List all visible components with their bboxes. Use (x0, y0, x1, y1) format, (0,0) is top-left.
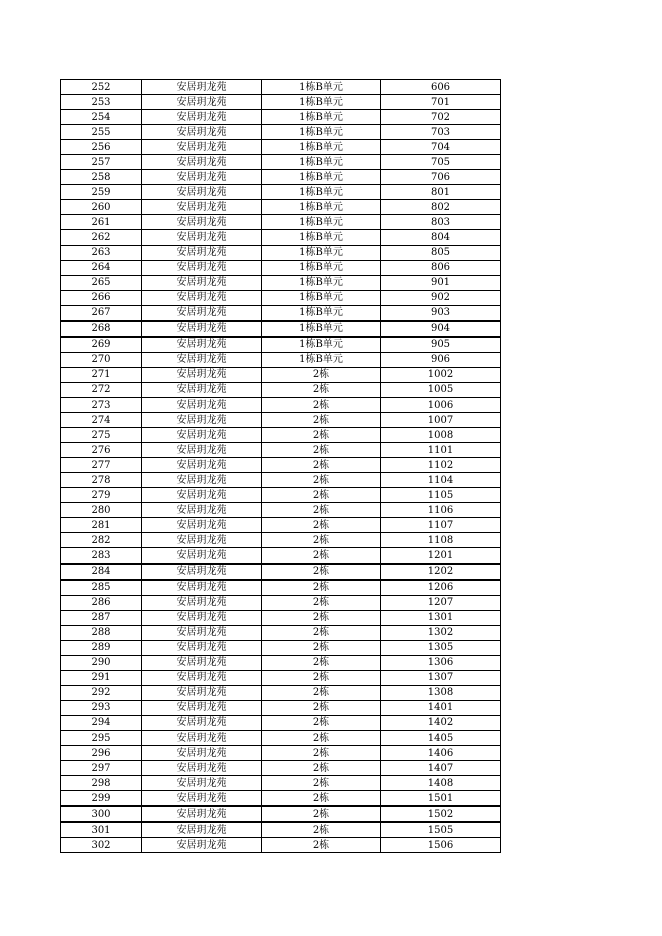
table-row (61, 230, 501, 245)
cell-room[interactable]: 904 (381, 321, 501, 337)
cell-number[interactable]: 264 (61, 260, 142, 275)
table-row (61, 443, 501, 458)
table-row (61, 746, 501, 761)
cell-number[interactable]: 290 (61, 655, 142, 670)
cell-room[interactable]: 1002 (381, 367, 501, 382)
table-row (61, 337, 501, 353)
cell-number[interactable]: 272 (61, 382, 142, 397)
cell-estate[interactable]: 安居玥龙苑 (142, 488, 262, 503)
cell-building[interactable]: 2栋 (262, 670, 381, 685)
table-row (61, 458, 501, 473)
table-row (61, 670, 501, 685)
cell-estate[interactable]: 安居玥龙苑 (142, 458, 262, 473)
cell-number[interactable]: 265 (61, 275, 142, 290)
cell-building[interactable]: 1栋B单元 (262, 230, 381, 245)
cell-number[interactable]: 293 (61, 700, 142, 715)
cell-number[interactable]: 276 (61, 443, 142, 458)
table-row (61, 413, 501, 428)
table-row (61, 685, 501, 700)
cell-building[interactable]: 2栋 (262, 685, 381, 700)
table-row (61, 776, 501, 791)
cell-estate[interactable]: 安居玥龙苑 (142, 715, 262, 730)
cell-number[interactable]: 260 (61, 200, 142, 215)
cell-number[interactable]: 298 (61, 776, 142, 791)
cell-number[interactable]: 282 (61, 533, 142, 548)
cell-building[interactable]: 2栋 (262, 731, 381, 746)
cell-room[interactable]: 1308 (381, 685, 501, 700)
cell-building[interactable]: 2栋 (262, 564, 381, 580)
cell-room[interactable]: 905 (381, 337, 501, 353)
cell-building[interactable]: 2栋 (262, 791, 381, 807)
cell-building[interactable]: 2栋 (262, 640, 381, 655)
table-row (61, 700, 501, 715)
cell-estate[interactable]: 安居玥龙苑 (142, 305, 262, 321)
cell-number[interactable]: 294 (61, 715, 142, 730)
table-row (61, 595, 501, 610)
cell-building[interactable]: 2栋 (262, 715, 381, 730)
cell-building[interactable]: 2栋 (262, 518, 381, 533)
cell-estate[interactable]: 安居玥龙苑 (142, 533, 262, 548)
cell-building[interactable]: 1栋B单元 (262, 290, 381, 305)
cell-building[interactable]: 2栋 (262, 822, 381, 838)
table-row (61, 95, 501, 110)
table-row (61, 245, 501, 260)
cell-room[interactable]: 1107 (381, 518, 501, 533)
cell-room[interactable]: 903 (381, 305, 501, 321)
cell-estate[interactable]: 安居玥龙苑 (142, 580, 262, 596)
cell-estate[interactable]: 安居玥龙苑 (142, 443, 262, 458)
cell-room[interactable]: 801 (381, 185, 501, 200)
cell-building[interactable]: 1栋B单元 (262, 260, 381, 275)
cell-room[interactable]: 1406 (381, 746, 501, 761)
cell-room[interactable]: 1005 (381, 382, 501, 397)
cell-room[interactable]: 803 (381, 215, 501, 230)
table-row (61, 473, 501, 488)
cell-number[interactable]: 275 (61, 428, 142, 443)
cell-estate[interactable]: 安居玥龙苑 (142, 321, 262, 337)
cell-estate[interactable]: 安居玥龙苑 (142, 700, 262, 715)
table-row (61, 305, 501, 321)
cell-number[interactable]: 267 (61, 305, 142, 321)
cell-estate[interactable]: 安居玥龙苑 (142, 685, 262, 700)
cell-building[interactable]: 2栋 (262, 428, 381, 443)
cell-room[interactable]: 1401 (381, 700, 501, 715)
cell-room[interactable]: 1301 (381, 610, 501, 625)
cell-estate[interactable]: 安居玥龙苑 (142, 655, 262, 670)
cell-number[interactable]: 278 (61, 473, 142, 488)
table-row (61, 564, 501, 580)
cell-estate[interactable]: 安居玥龙苑 (142, 200, 262, 215)
cell-number[interactable]: 256 (61, 140, 142, 155)
table-row (61, 822, 501, 838)
cell-number[interactable]: 292 (61, 685, 142, 700)
cell-number[interactable]: 277 (61, 458, 142, 473)
cell-number[interactable]: 297 (61, 761, 142, 776)
cell-room[interactable]: 1306 (381, 655, 501, 670)
cell-number[interactable]: 262 (61, 230, 142, 245)
cell-building[interactable]: 2栋 (262, 443, 381, 458)
cell-number[interactable]: 283 (61, 548, 142, 564)
cell-number[interactable]: 279 (61, 488, 142, 503)
table-row (61, 140, 501, 155)
cell-estate[interactable]: 安居玥龙苑 (142, 367, 262, 382)
cell-room[interactable]: 703 (381, 125, 501, 140)
table-row (61, 290, 501, 305)
cell-number[interactable]: 255 (61, 125, 142, 140)
cell-room[interactable]: 705 (381, 155, 501, 170)
cell-estate[interactable]: 安居玥龙苑 (142, 838, 262, 853)
cell-number[interactable]: 281 (61, 518, 142, 533)
table-row (61, 80, 501, 95)
cell-number[interactable]: 270 (61, 352, 142, 367)
cell-estate[interactable]: 安居玥龙苑 (142, 215, 262, 230)
cell-estate[interactable]: 安居玥龙苑 (142, 110, 262, 125)
cell-building[interactable]: 2栋 (262, 488, 381, 503)
cell-building[interactable]: 2栋 (262, 655, 381, 670)
table-row (61, 275, 501, 290)
cell-room[interactable]: 1008 (381, 428, 501, 443)
cell-estate[interactable]: 安居玥龙苑 (142, 352, 262, 367)
cell-room[interactable]: 1105 (381, 488, 501, 503)
cell-room[interactable]: 1106 (381, 503, 501, 518)
cell-number[interactable]: 271 (61, 367, 142, 382)
cell-room[interactable]: 1405 (381, 731, 501, 746)
cell-room[interactable]: 1501 (381, 791, 501, 807)
cell-building[interactable]: 2栋 (262, 458, 381, 473)
cell-estate[interactable]: 安居玥龙苑 (142, 185, 262, 200)
cell-building[interactable]: 1栋B单元 (262, 125, 381, 140)
table-row (61, 185, 501, 200)
cell-estate[interactable]: 安居玥龙苑 (142, 625, 262, 640)
cell-building[interactable]: 2栋 (262, 382, 381, 397)
cell-building[interactable]: 1栋B单元 (262, 352, 381, 367)
cell-estate[interactable]: 安居玥龙苑 (142, 806, 262, 822)
cell-number[interactable]: 299 (61, 791, 142, 807)
cell-number[interactable]: 253 (61, 95, 142, 110)
cell-number[interactable]: 280 (61, 503, 142, 518)
cell-number[interactable]: 288 (61, 625, 142, 640)
table-row (61, 260, 501, 275)
cell-building[interactable]: 1栋B单元 (262, 95, 381, 110)
table-row (61, 503, 501, 518)
table-row (61, 397, 501, 412)
cell-number[interactable]: 268 (61, 321, 142, 337)
cell-building[interactable]: 1栋B单元 (262, 245, 381, 260)
cell-building[interactable]: 1栋B单元 (262, 80, 381, 95)
table-row (61, 610, 501, 625)
cell-number[interactable]: 263 (61, 245, 142, 260)
cell-number[interactable]: 286 (61, 595, 142, 610)
cell-building[interactable]: 2栋 (262, 838, 381, 853)
cell-room[interactable]: 805 (381, 245, 501, 260)
cell-building[interactable]: 1栋B单元 (262, 215, 381, 230)
cell-room[interactable]: 1108 (381, 533, 501, 548)
table-row (61, 352, 501, 367)
cell-estate[interactable]: 安居玥龙苑 (142, 640, 262, 655)
cell-number[interactable]: 300 (61, 806, 142, 822)
cell-room[interactable]: 902 (381, 290, 501, 305)
cell-number[interactable]: 261 (61, 215, 142, 230)
cell-number[interactable]: 295 (61, 731, 142, 746)
cell-estate[interactable]: 安居玥龙苑 (142, 776, 262, 791)
cell-number[interactable]: 252 (61, 80, 142, 95)
cell-building[interactable]: 1栋B单元 (262, 321, 381, 337)
table-row (61, 715, 501, 730)
cell-building[interactable]: 1栋B单元 (262, 305, 381, 321)
cell-estate[interactable]: 安居玥龙苑 (142, 791, 262, 807)
cell-estate[interactable]: 安居玥龙苑 (142, 503, 262, 518)
cell-room[interactable]: 1408 (381, 776, 501, 791)
cell-room[interactable]: 1104 (381, 473, 501, 488)
table-row (61, 625, 501, 640)
cell-room[interactable]: 1402 (381, 715, 501, 730)
table-row (61, 321, 501, 337)
cell-room[interactable]: 1201 (381, 548, 501, 564)
cell-estate[interactable]: 安居玥龙苑 (142, 170, 262, 185)
cell-building[interactable]: 2栋 (262, 580, 381, 596)
cell-room[interactable]: 1101 (381, 443, 501, 458)
table-row (61, 428, 501, 443)
cell-estate[interactable]: 安居玥龙苑 (142, 595, 262, 610)
cell-room[interactable]: 1502 (381, 806, 501, 822)
cell-building[interactable]: 2栋 (262, 700, 381, 715)
cell-room[interactable]: 1007 (381, 413, 501, 428)
cell-building[interactable]: 2栋 (262, 473, 381, 488)
cell-room[interactable]: 1202 (381, 564, 501, 580)
table-row (61, 791, 501, 807)
table-row (61, 548, 501, 564)
table-body (61, 80, 501, 853)
cell-estate[interactable]: 安居玥龙苑 (142, 761, 262, 776)
cell-estate[interactable]: 安居玥龙苑 (142, 548, 262, 564)
table-row (61, 110, 501, 125)
cell-number[interactable]: 284 (61, 564, 142, 580)
cell-building[interactable]: 2栋 (262, 776, 381, 791)
table-row (61, 215, 501, 230)
cell-room[interactable]: 804 (381, 230, 501, 245)
table-row (61, 838, 501, 853)
table-row (61, 806, 501, 822)
cell-number[interactable]: 273 (61, 397, 142, 412)
cell-number[interactable]: 302 (61, 838, 142, 853)
cell-building[interactable]: 2栋 (262, 413, 381, 428)
cell-estate[interactable]: 安居玥龙苑 (142, 245, 262, 260)
cell-room[interactable]: 1505 (381, 822, 501, 838)
cell-building[interactable]: 2栋 (262, 746, 381, 761)
cell-building[interactable]: 2栋 (262, 625, 381, 640)
table-row (61, 533, 501, 548)
cell-room[interactable]: 806 (381, 260, 501, 275)
cell-number[interactable]: 259 (61, 185, 142, 200)
table-row (61, 488, 501, 503)
cell-building[interactable]: 2栋 (262, 610, 381, 625)
table-row (61, 580, 501, 596)
cell-building[interactable]: 2栋 (262, 533, 381, 548)
cell-estate[interactable]: 安居玥龙苑 (142, 95, 262, 110)
table-row (61, 382, 501, 397)
table-row (61, 125, 501, 140)
cell-estate[interactable]: 安居玥龙苑 (142, 290, 262, 305)
cell-building[interactable]: 1栋B单元 (262, 200, 381, 215)
table-row (61, 367, 501, 382)
cell-estate[interactable]: 安居玥龙苑 (142, 610, 262, 625)
cell-room[interactable]: 702 (381, 110, 501, 125)
cell-estate[interactable]: 安居玥龙苑 (142, 140, 262, 155)
cell-estate[interactable]: 安居玥龙苑 (142, 125, 262, 140)
housing-table (60, 79, 501, 853)
table-row (61, 655, 501, 670)
cell-room[interactable]: 1305 (381, 640, 501, 655)
table-row (61, 155, 501, 170)
cell-building[interactable]: 2栋 (262, 761, 381, 776)
cell-room[interactable]: 802 (381, 200, 501, 215)
cell-building[interactable]: 1栋B单元 (262, 140, 381, 155)
table-row (61, 640, 501, 655)
cell-number[interactable]: 301 (61, 822, 142, 838)
cell-number[interactable]: 257 (61, 155, 142, 170)
cell-estate[interactable]: 安居玥龙苑 (142, 230, 262, 245)
cell-estate[interactable]: 安居玥龙苑 (142, 337, 262, 353)
cell-building[interactable]: 2栋 (262, 503, 381, 518)
cell-building[interactable]: 2栋 (262, 548, 381, 564)
cell-estate[interactable]: 安居玥龙苑 (142, 428, 262, 443)
spreadsheet (60, 79, 501, 853)
cell-estate[interactable]: 安居玥龙苑 (142, 397, 262, 412)
cell-estate[interactable]: 安居玥龙苑 (142, 822, 262, 838)
cell-room[interactable]: 906 (381, 352, 501, 367)
cell-number[interactable]: 266 (61, 290, 142, 305)
cell-estate[interactable]: 安居玥龙苑 (142, 473, 262, 488)
cell-building[interactable]: 2栋 (262, 806, 381, 822)
cell-room[interactable]: 1407 (381, 761, 501, 776)
table-row (61, 170, 501, 185)
cell-building[interactable]: 1栋B单元 (262, 185, 381, 200)
cell-room[interactable]: 1207 (381, 595, 501, 610)
cell-number[interactable]: 285 (61, 580, 142, 596)
table-row (61, 518, 501, 533)
cell-room[interactable]: 1102 (381, 458, 501, 473)
cell-estate[interactable]: 安居玥龙苑 (142, 731, 262, 746)
table-row (61, 200, 501, 215)
cell-building[interactable]: 2栋 (262, 595, 381, 610)
cell-building[interactable]: 1栋B单元 (262, 110, 381, 125)
cell-estate[interactable]: 安居玥龙苑 (142, 746, 262, 761)
cell-estate[interactable]: 安居玥龙苑 (142, 80, 262, 95)
cell-number[interactable]: 258 (61, 170, 142, 185)
cell-number[interactable]: 287 (61, 610, 142, 625)
cell-number[interactable]: 291 (61, 670, 142, 685)
cell-estate[interactable]: 安居玥龙苑 (142, 260, 262, 275)
table-row (61, 761, 501, 776)
cell-building[interactable]: 1栋B单元 (262, 170, 381, 185)
cell-building[interactable]: 2栋 (262, 397, 381, 412)
cell-room[interactable]: 1006 (381, 397, 501, 412)
cell-room[interactable]: 704 (381, 140, 501, 155)
cell-building[interactable]: 1栋B单元 (262, 275, 381, 290)
cell-estate[interactable]: 安居玥龙苑 (142, 670, 262, 685)
cell-estate[interactable]: 安居玥龙苑 (142, 564, 262, 580)
cell-estate[interactable]: 安居玥龙苑 (142, 413, 262, 428)
cell-building[interactable]: 1栋B单元 (262, 337, 381, 353)
cell-room[interactable]: 701 (381, 95, 501, 110)
cell-number[interactable]: 254 (61, 110, 142, 125)
cell-number[interactable]: 274 (61, 413, 142, 428)
cell-room[interactable]: 706 (381, 170, 501, 185)
cell-estate[interactable]: 安居玥龙苑 (142, 382, 262, 397)
cell-room[interactable]: 1307 (381, 670, 501, 685)
cell-number[interactable]: 269 (61, 337, 142, 353)
cell-number[interactable]: 296 (61, 746, 142, 761)
cell-estate[interactable]: 安居玥龙苑 (142, 518, 262, 533)
cell-room[interactable]: 901 (381, 275, 501, 290)
cell-room[interactable]: 606 (381, 80, 501, 95)
cell-room[interactable]: 1206 (381, 580, 501, 596)
cell-building[interactable]: 2栋 (262, 367, 381, 382)
cell-number[interactable]: 289 (61, 640, 142, 655)
cell-building[interactable]: 1栋B单元 (262, 155, 381, 170)
cell-room[interactable]: 1506 (381, 838, 501, 853)
cell-estate[interactable]: 安居玥龙苑 (142, 155, 262, 170)
cell-room[interactable]: 1302 (381, 625, 501, 640)
cell-estate[interactable]: 安居玥龙苑 (142, 275, 262, 290)
table-row (61, 731, 501, 746)
